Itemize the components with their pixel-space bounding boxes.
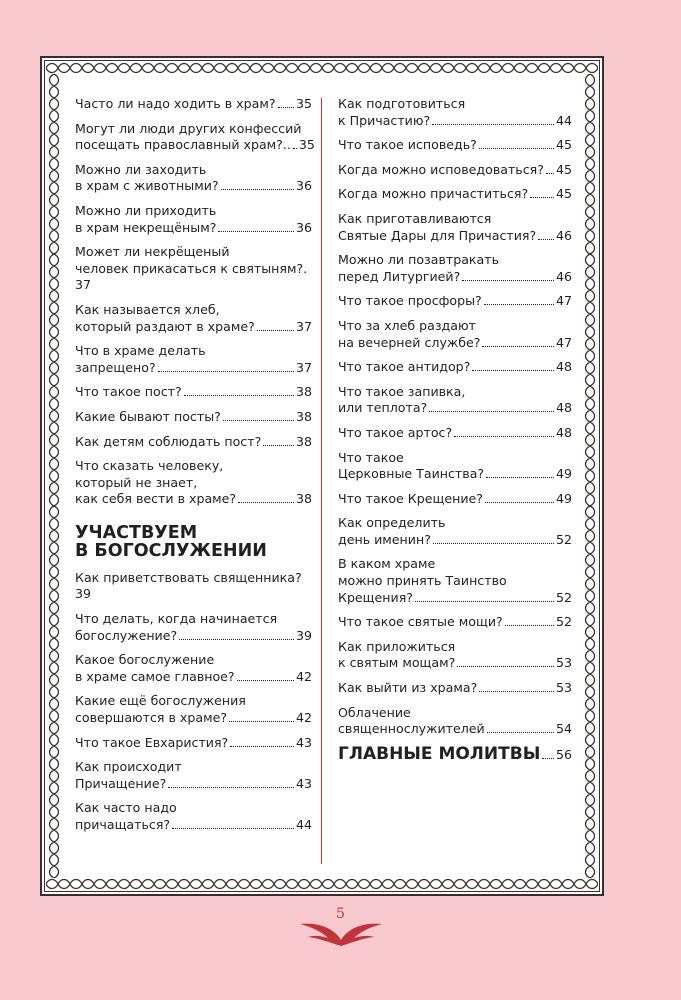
- toc-entry-title: Что такое артос?: [338, 424, 453, 440]
- toc-entry-title: Как детям соблюдать пост?: [75, 433, 262, 449]
- toc-entry-page: 36: [295, 178, 312, 194]
- toc-entry-title: Церковные Таинства?: [338, 466, 485, 482]
- leader-dots: [482, 346, 554, 347]
- toc-entry-row: [338, 113, 572, 130]
- toc-entry[interactable]: [75, 343, 312, 376]
- toc-entry-line: который не знает,: [75, 474, 198, 490]
- toc-entry-line: Как определить: [338, 515, 446, 531]
- toc-entry-page: 45: [555, 137, 572, 153]
- leader-dots: [485, 502, 554, 503]
- toc-entry-row: [75, 220, 312, 237]
- leader-dots: [462, 280, 554, 281]
- toc-entry[interactable]: [338, 96, 572, 129]
- toc-entry-row: [75, 384, 312, 401]
- toc-entry-page: 43: [295, 734, 312, 750]
- toc-entry[interactable]: [75, 384, 312, 401]
- toc-entry-title: Как выйти из храма?: [338, 680, 478, 696]
- toc-entry[interactable]: [338, 137, 572, 154]
- toc-entry[interactable]: [338, 359, 572, 376]
- wings-ornament-icon: [296, 918, 386, 948]
- toc-entry-page: 35: [295, 96, 312, 111]
- toc-entry-line: Как приветствовать священника?: [75, 569, 302, 585]
- toc-entry[interactable]: [338, 680, 572, 697]
- toc-entry[interactable]: [75, 800, 312, 833]
- toc-entry[interactable]: [338, 556, 572, 606]
- toc-entry-title: в храме самое главное?: [75, 668, 235, 684]
- section-heading: [75, 524, 312, 560]
- toc-entry-line: Может ли некрёщеный: [75, 244, 230, 260]
- leader-dots: [484, 304, 554, 305]
- leader-dots: [184, 395, 294, 396]
- toc-entry-page: 44: [295, 817, 312, 832]
- toc-entry[interactable]: [338, 425, 572, 442]
- ornament-left: [48, 74, 60, 878]
- toc-entry-title: на вечерней службе?: [338, 334, 481, 350]
- leader-dots: [479, 148, 554, 149]
- toc-right-entries: [338, 96, 572, 738]
- toc-entry-title: к Причастию?: [338, 112, 431, 128]
- toc-final-heading-title: ГЛАВНЫЕ МОЛИТВЫ: [338, 743, 541, 764]
- toc-entry-page: 48: [555, 400, 572, 416]
- toc-entry-page: 38: [295, 491, 312, 507]
- leader-dots: [172, 828, 294, 829]
- toc-entry-page: 42: [295, 710, 312, 726]
- toc-entry-title: священнослужителей: [338, 721, 485, 737]
- leader-dots: [293, 148, 297, 149]
- toc-entry-title: перед Литургией?: [338, 268, 461, 284]
- toc-entry-page: 38: [295, 408, 312, 424]
- toc-entry-page: 43: [295, 775, 312, 791]
- toc-entry-page: 52: [555, 589, 572, 605]
- toc-entry[interactable]: [75, 434, 312, 451]
- toc-entry-row: [75, 434, 312, 451]
- toc-entry-page: 47: [555, 334, 572, 350]
- toc-entry-page: 35: [298, 137, 315, 153]
- toc-entry-page: 46: [555, 227, 572, 243]
- section-heading-line-1: УЧАСТВУЕМ: [75, 522, 198, 543]
- leader-dots: [538, 239, 554, 240]
- toc-entry[interactable]: [75, 409, 312, 426]
- toc-entry-line: Что такое: [338, 449, 404, 465]
- toc-right-column: [338, 96, 572, 763]
- toc-entry-line: 39: [75, 586, 92, 602]
- toc-left-entries: [75, 96, 315, 508]
- toc-entry-title: Что такое исповедь?: [338, 137, 477, 153]
- toc-entry[interactable]: [338, 384, 572, 417]
- toc-entry-row: [338, 680, 572, 697]
- toc-entry[interactable]: [75, 203, 312, 236]
- toc-entry-row: [338, 293, 572, 310]
- leader-dots: [158, 371, 294, 372]
- toc-entry-title: или теплота?: [338, 400, 428, 416]
- toc-entry[interactable]: [338, 614, 572, 631]
- toc-entry[interactable]: [75, 244, 312, 294]
- toc-entry-row: [338, 162, 572, 179]
- toc-entry[interactable]: [338, 318, 572, 351]
- toc-entry-title: запрещено?: [75, 359, 156, 375]
- leader-dots: [457, 666, 554, 667]
- toc-entry[interactable]: [338, 705, 572, 738]
- toc-entry-line: Как приложиться: [338, 638, 456, 654]
- toc-entry[interactable]: [75, 652, 312, 685]
- toc-entry[interactable]: [338, 211, 572, 244]
- toc-entry-title: Часто ли надо ходить в храм?: [75, 96, 276, 111]
- leader-dots: [486, 477, 554, 478]
- leader-dots: [542, 758, 554, 759]
- toc-entry-page: 53: [555, 655, 572, 671]
- leader-dots: [505, 625, 554, 626]
- toc-final-heading[interactable]: [338, 743, 572, 764]
- toc-entry-row: [75, 409, 312, 426]
- leader-dots: [257, 330, 294, 331]
- toc-entry-page: 37: [295, 318, 312, 334]
- toc-entry-row: [338, 400, 572, 417]
- toc-entry-title: Какие бывают посты?: [75, 408, 221, 424]
- leader-dots: [263, 445, 294, 446]
- leader-dots: [454, 436, 554, 437]
- toc-entry-title: в храм с животными?: [75, 178, 219, 194]
- toc-entry-page: 52: [555, 531, 572, 547]
- toc-entry-row: [75, 735, 312, 752]
- toc-entry-line: В каком храме: [338, 556, 436, 572]
- toc-entry-row: [75, 817, 312, 834]
- toc-section-entries: [75, 570, 312, 834]
- toc-entry-row: [75, 178, 312, 195]
- toc-entry-line: Можно ли приходить: [75, 202, 217, 218]
- toc-entry-row: [75, 319, 312, 336]
- toc-entry-page: 53: [555, 680, 572, 696]
- toc-entry[interactable]: [75, 611, 312, 644]
- toc-entry-row: [338, 721, 572, 738]
- toc-entry-line: Как называется хлеб,: [75, 301, 220, 317]
- toc-left-column: [75, 96, 315, 842]
- toc-entry[interactable]: [75, 693, 312, 726]
- ornament-right: [584, 74, 596, 878]
- toc-entry-row: [338, 532, 572, 549]
- toc-entry[interactable]: [75, 570, 312, 603]
- leader-dots: [472, 370, 554, 371]
- toc-entry-page: 52: [555, 614, 572, 630]
- toc-entry-row: [338, 137, 572, 154]
- ornament-bottom: [46, 878, 598, 890]
- toc-entry-page: 48: [555, 424, 572, 440]
- toc-entry-row: [75, 360, 312, 377]
- toc-entry-page: 38: [295, 384, 312, 400]
- toc-final-heading-page: 56: [555, 746, 572, 762]
- leader-dots: [179, 639, 294, 640]
- toc-entry-title: день именин?: [338, 531, 431, 547]
- leader-dots: [230, 746, 294, 747]
- toc-entry-page: 48: [555, 359, 572, 375]
- toc-entry-line: Что за хлеб раздают: [338, 317, 476, 333]
- leader-dots: [168, 787, 294, 788]
- page-number: 5: [336, 906, 345, 922]
- leader-dots: [479, 691, 554, 692]
- toc-entry-line: Что такое запивка,: [338, 383, 466, 399]
- toc-entry[interactable]: [75, 162, 312, 195]
- toc-entry-line: Как часто надо: [75, 800, 177, 816]
- leader-dots: [429, 411, 554, 412]
- toc-entry-row: [338, 228, 572, 245]
- toc-entry-title: Причащение?: [75, 775, 167, 791]
- toc-entry-line: Могут ли люди других конфессий: [75, 120, 302, 136]
- toc-entry[interactable]: [338, 252, 572, 285]
- toc-entry-page: 36: [295, 219, 312, 235]
- toc-entry-title: Что такое просфоры?: [338, 293, 482, 309]
- toc-entry-row: [338, 491, 572, 508]
- toc-entry-line: Что делать, когда начинается: [75, 611, 278, 627]
- toc-entry-page: 54: [555, 721, 572, 737]
- toc-entry-title: Святые Дары для Причастия?: [338, 227, 537, 243]
- leader-dots: [546, 173, 554, 174]
- toc-entry-title: Что такое пост?: [75, 384, 182, 400]
- toc-entry-row: [75, 491, 312, 508]
- toc-entry-page: 49: [555, 466, 572, 482]
- toc-entry-title: Что такое святые мощи?: [338, 614, 503, 630]
- toc-entry[interactable]: [75, 96, 312, 113]
- toc-entry-line: человек прикасаться к святыням?.: [75, 260, 308, 276]
- toc-entry-row: [338, 655, 572, 672]
- toc-entry[interactable]: [338, 186, 572, 203]
- toc-entry-title: как себя вести в храме?: [75, 491, 237, 507]
- toc-entry-row: [338, 186, 572, 203]
- toc-entry-page: 44: [555, 112, 572, 128]
- toc-entry-line: Как происходит: [75, 759, 182, 775]
- toc-entry[interactable]: [338, 491, 572, 508]
- toc-entry-title: богослужение?: [75, 627, 178, 643]
- toc-entry-row: [75, 137, 315, 154]
- leader-dots: [221, 189, 294, 190]
- toc-entry[interactable]: [75, 120, 315, 154]
- toc-entry[interactable]: [75, 735, 312, 752]
- leader-dots: [218, 231, 294, 232]
- toc-entry-line: Что сказать человеку,: [75, 458, 224, 474]
- leader-dots: [433, 543, 554, 544]
- toc-entry-page: 47: [555, 293, 572, 309]
- toc-entry-line: Можно ли заходить: [75, 161, 207, 177]
- leader-dots: [278, 107, 294, 108]
- toc-entry-title: Что такое антидор?: [338, 359, 471, 375]
- toc-entry-row: [75, 96, 312, 113]
- leader-dots: [229, 721, 294, 722]
- toc-entry-title: который раздают в храме?: [75, 318, 255, 334]
- toc-entry-page: 49: [555, 490, 572, 506]
- toc-entry-line: Можно ли позавтракать: [338, 252, 500, 268]
- toc-entry[interactable]: [338, 639, 572, 672]
- toc-entry-page: 45: [555, 186, 572, 202]
- toc-entry-row: [338, 590, 572, 607]
- toc-entry-row: [338, 614, 572, 631]
- toc-entry-title: Когда можно исповедоваться?: [338, 161, 544, 177]
- toc-entry-title: Что такое Евхаристия?: [75, 734, 229, 750]
- column-divider: [321, 98, 322, 864]
- toc-entry-title: причащаться?: [75, 817, 171, 832]
- toc-entry-row: [75, 710, 312, 727]
- leader-dots: [432, 124, 554, 125]
- toc-entry-row: [75, 776, 312, 793]
- toc-entry-page: 37: [295, 359, 312, 375]
- toc-entry-row: [75, 628, 312, 645]
- toc-entry-row: [338, 269, 572, 286]
- toc-entry[interactable]: [75, 302, 312, 335]
- toc-entry-page: 42: [295, 668, 312, 684]
- leader-dots: [238, 502, 294, 503]
- leader-dots: [487, 732, 554, 733]
- section-heading-line-2: В БОГОСЛУЖЕНИИ: [75, 540, 267, 561]
- toc-entry[interactable]: [75, 759, 312, 792]
- toc-entry-line: можно принять Таинство: [338, 573, 507, 589]
- toc-entry-title: Что такое Крещение?: [338, 490, 483, 506]
- leader-dots: [223, 420, 294, 421]
- toc-entry-row: [338, 359, 572, 376]
- toc-entry[interactable]: [338, 162, 572, 179]
- toc-entry-line: Облачение: [338, 704, 411, 720]
- toc-entry-page: 39: [295, 627, 312, 643]
- toc-entry-title: Крещения?: [338, 589, 413, 605]
- toc-entry-line: Как подготовиться: [338, 96, 466, 111]
- toc-entry-row: [338, 425, 572, 442]
- toc-entry-line: 37: [75, 277, 92, 293]
- toc-entry-title: в храм некрещёным?: [75, 219, 217, 235]
- leader-dots: [530, 197, 554, 198]
- leader-dots: [415, 601, 554, 602]
- toc-entry-row: [338, 335, 572, 352]
- toc-entry[interactable]: [338, 450, 572, 483]
- toc-entry[interactable]: [338, 293, 572, 310]
- toc-entry[interactable]: [75, 458, 312, 508]
- toc-entry-row: [338, 466, 572, 483]
- toc-entry-title: посещать православный храм?..: [75, 137, 291, 153]
- ornament-top: [46, 62, 598, 74]
- toc-entry-line: Какие ещё богослужения: [75, 693, 246, 709]
- toc-entry[interactable]: [338, 515, 572, 548]
- toc-entry-page: 38: [295, 433, 312, 449]
- toc-entry-page: 46: [555, 268, 572, 284]
- toc-entry-row: [75, 669, 312, 686]
- toc-entry-line: Что в храме делать: [75, 343, 206, 359]
- leader-dots: [237, 680, 294, 681]
- toc-entry-line: Как приготавливаются: [338, 210, 492, 226]
- toc-entry-title: Когда можно причаститься?: [338, 186, 529, 202]
- toc-entry-title: совершаются в храме?: [75, 710, 227, 726]
- toc-entry-line: Какое богослужение: [75, 652, 215, 668]
- toc-entry-title: к святым мощам?: [338, 655, 456, 671]
- toc-entry-page: 45: [555, 161, 572, 177]
